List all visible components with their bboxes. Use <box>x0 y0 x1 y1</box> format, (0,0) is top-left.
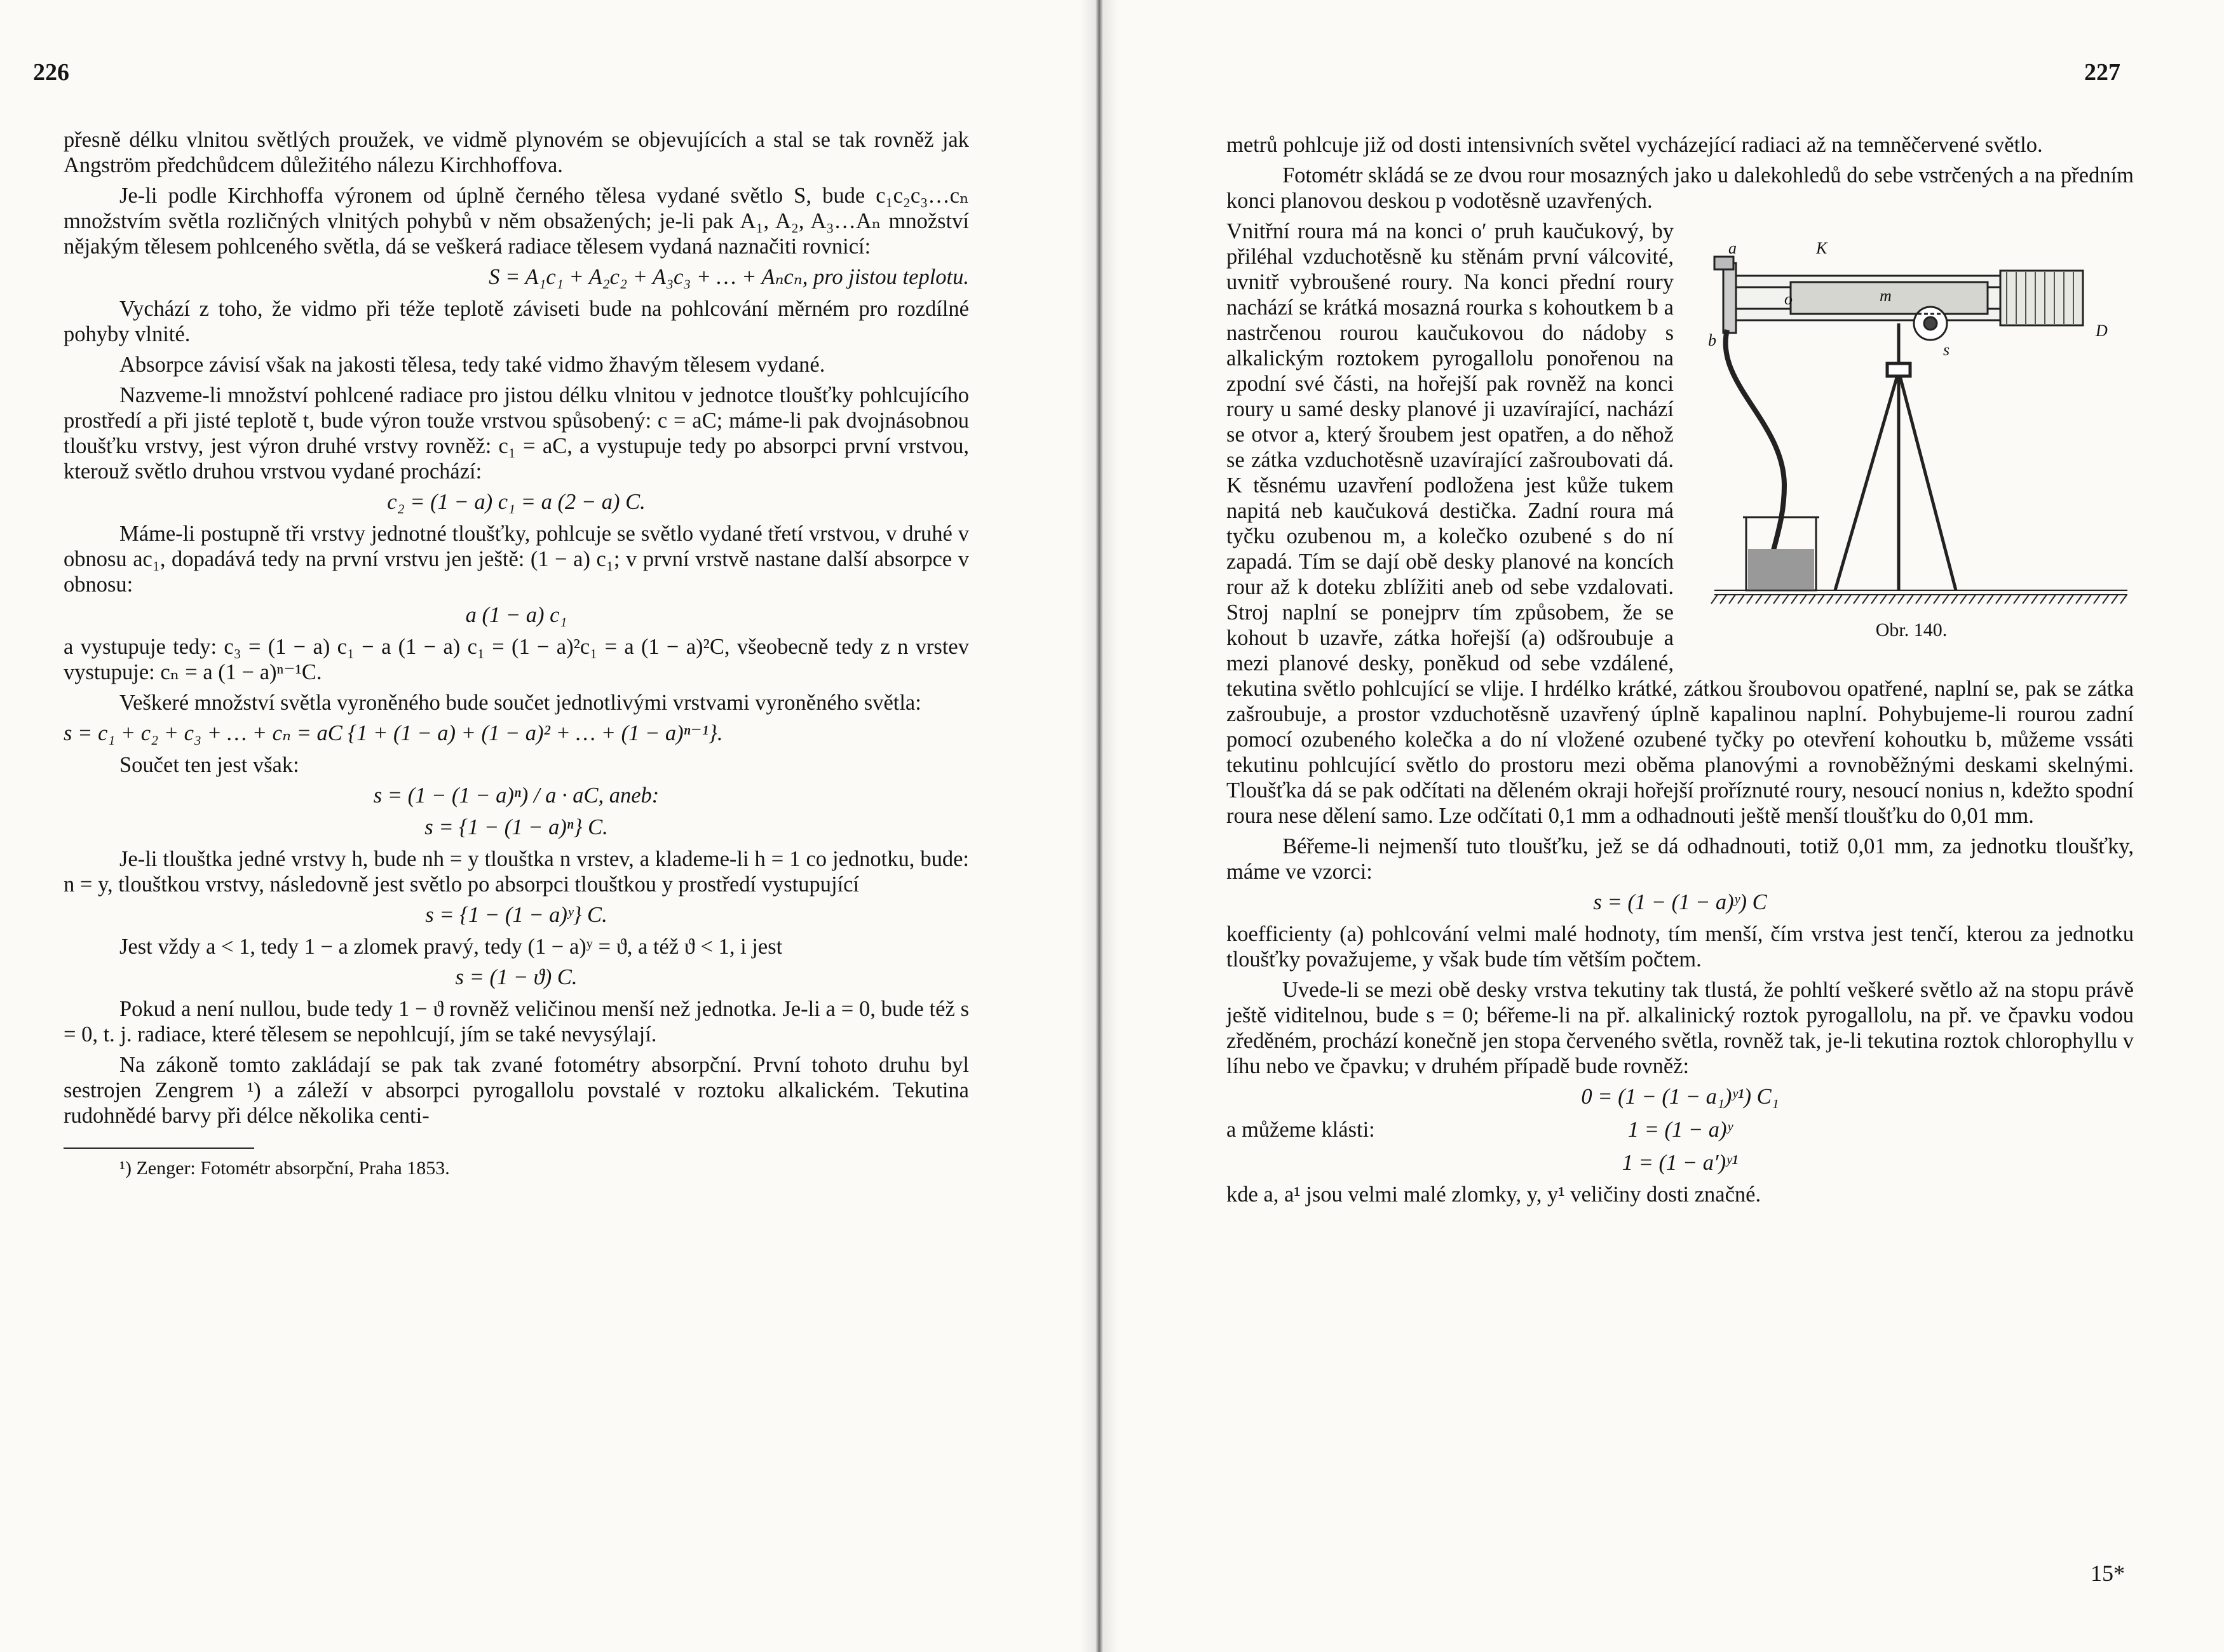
left-equation-4: s = c₁ + c₂ + c₃ + … + cₙ = aC {1 + (1 − a) + (1 − a)² + … + (1 − a)ⁿ⁻¹}. <box>64 721 723 745</box>
left-page-number: 226 <box>33 59 69 86</box>
right-equation-2: 0 = (1 − (1 − a₁)ʸ¹) C₁ <box>1581 1085 1779 1109</box>
fig-label-D: D <box>2096 322 2108 340</box>
right-labeled-equation <box>1226 1114 2134 1145</box>
right-paragraph-5: koefficienty (a) pohlcování velmi malé hodnoty, tím menší, čím vrstva jest tenčí, kterou za jednotku tloušťky považujeme, y však bude tím větším počtem. <box>1226 922 2134 972</box>
left-paragraph-7: a vystupuje tedy: c₃ = (1 − a) c₁ − a (1 − a) c₁ = (1 − a)²c₁ = a (1 − a)²C, všeobecně tedy z n vrstev vystupuje: cₙ = a (1 − a)ⁿ⁻¹C. <box>64 635 969 684</box>
fig-label-m: m <box>1880 287 1892 305</box>
left-paragraph-10: Je-li tlouštka jedné vrstvy h, bude nh = y tlouštka n vrstev, a klademe-li h = 1 co jednotku, bude: n = y, tlouštkou vrstvy, následovně jest světlo po absorpci tlouštkou y prostředí vystupující <box>64 847 969 897</box>
left-paragraph-13: Na zákoně tomto zakládají se pak tak zvané fotométry absorpční. První tohoto druhu byl sestrojen Zengrem ¹) a záleží v absorpci pyrogallolu povstalé v roztoku alkalickém. Tekutina rudohnědé barvy při délce několika centi- <box>64 1053 969 1128</box>
left-equation-1: S = A₁c₁ + A₂c₂ + A₃c₃ + … + Aₙcₙ, pro jistou teplotu. <box>489 265 969 289</box>
figure-caption: Obr. 140. <box>1875 620 1948 640</box>
left-equation-3: a (1 − a) c₁ <box>465 603 567 627</box>
fig-label-b: b <box>1708 331 1716 349</box>
right-equation-block <box>1226 1084 2134 1175</box>
right-page <box>1099 0 2224 1652</box>
fig-label-a: a <box>1728 239 1737 257</box>
photometer-figure <box>1689 219 2134 657</box>
printer-signature: 15* <box>2091 1561 2125 1586</box>
left-equation-2: c₂ = (1 − a) c₁ = a (2 − a) C. <box>387 490 646 514</box>
left-paragraph-9: Součet ten jest však: <box>119 753 299 777</box>
left-paragraph-4: Absorpce závisí však na jakosti tělesa, tedy také vidmo žhavým tělesem vydané. <box>119 353 825 377</box>
left-equation-7: s = {1 − (1 − a)ʸ} C. <box>425 903 607 927</box>
ground-hatching <box>1711 590 2127 604</box>
right-equation-4: 1 = (1 − a′)ʸ¹ <box>1622 1151 1739 1175</box>
fig-label-o: o <box>1784 290 1793 308</box>
right-paragraph-4: Béřeme-li nejmenší tuto tloušťku, jež se dá odhadnouti, totiž 0,01 mm, za jednotku tloušťky, máme ve vzorci: <box>1226 834 2134 884</box>
right-paragraph-6: Uvede-li se mezi obě desky vrstva tekutiny tak tlustá, že pohltí veškeré světlo až na stopu právě ještě viditelnou, bude s = 0; béřeme-li na př. alkalinický roztok pyrogallolu, na př. ve čpavku vodou zředěném, prochází konečně jen stopa červeného světla, rovněž tak, je-li tekutina roztok chlorophyllu v líhu nebo ve čpavku; v druhém případě bude rovněž: <box>1226 978 2134 1078</box>
right-paragraph-3: Vnitřní roura má na konci o′ pruh kaučukový, by přiléhal vzduchotěsně ku stěnám první válcovité, uvnitř vybroušené roury. Na konci přední roury nachází se krátká mosazná rourka s kohoutkem b a nastrčenou rourou kaučukovou do nádoby s alkalickým roztokem pyrogallolu ponořenou na zpodní své části, na hořejší pak rovněž na konci roury u samé desky planové ji uzavírající, nachází se otvor a, který šroubem jest opatřen, a do něhož se zátka vzduchotěsně uzavírající zašroubovati dá. K těsnému uzavření podložena jest kůže tukem napitá neb kaučuková destička. Zadní roura má tyčku ozubenou m, a kolečko ozubené s do ní zapadá. Tím se dají obě desky planové na koncích rour až k doteku zblížiti aneb od sebe vzdalovati. Stroj naplní se ponejprv tím způsobem, že se kohout b uzavře, zátka hořejší (a) odšroubuje a mezi planové desky, poněkud od sebe vzdálené, tekutina světlo pohlcující se vlije. I hrdélko krátké, zátkou šroubovou opatřené, naplní se, pak se zátka zašroubuje, a prostor vzduchotěsně uzavřený úplně kapalinou naplní. Pohybujeme-li rourou zadní pomocí ozubeného kolečka a do ní vložené ozubené tyčky po otevření kohoutku b, můžeme vssáti tekutinu pohlcující světlo do prostoru mezi oběma planovými a rovnoběžnými deskami skelnými. Tloušťka dá se pak odčítati na děleném okraji hořejší proříznuté roury, nesoucí nonius n, kdežto spodní roura nese dělení samo. Lze odčítati 0,1 mm a odhadnouti ještě menší tloušťku do 0,01 mm. <box>1226 219 2134 828</box>
left-text-column <box>64 127 969 1186</box>
left-paragraph-8: Veškeré množství světla vyroněného bude součet jednotlivými vrstvami vyroněného světla: <box>119 691 921 715</box>
footnote-rule <box>64 1148 254 1149</box>
right-paragraph-1: metrů pohlcuje již od dosti intensivních světel vycházející radiaci až na temněčervené světlo. <box>1226 133 2043 157</box>
right-paragraph-7: kde a, a¹ jsou velmi malé zlomky, y, y¹ veličiny dosti značné. <box>1226 1182 1761 1207</box>
left-paragraph-11: Jest vždy a < 1, tedy 1 − a zlomek pravý, tedy (1 − a)ʸ = ϑ, a též ϑ < 1, i jest <box>119 935 783 959</box>
fig-label-s: s <box>1943 341 1950 359</box>
fig-label-K: K <box>1816 239 1827 257</box>
left-paragraph-12: Pokud a není nullou, bude tedy 1 − ϑ rovněž veličinou menší než jednotka. Je-li a = 0, bude též s = 0, t. j. radiace, které tělesem se nepohlcují, jím se také nevysýlají. <box>64 997 969 1046</box>
photometer-illustration <box>1689 219 2134 613</box>
right-equation-1: s = (1 − (1 − a)ʸ) C <box>1593 890 1767 914</box>
left-equation-5: s = (1 − (1 − a)ⁿ) / a · aC, aneb: <box>373 783 660 808</box>
left-page <box>0 0 1099 1652</box>
right-equation-label: a můžeme klásti: <box>1226 1118 1375 1142</box>
left-equation-6: s = {1 − (1 − a)ⁿ} C. <box>424 815 608 839</box>
left-equation-8: s = (1 − ϑ) C. <box>455 965 578 989</box>
right-paragraph-2: Fotométr skládá se ze dvou rour mosazných jako u dalekohledů do sebe vstrčených a na předním konci planovou deskou p vodotěsně uzavřených. <box>1226 163 2134 213</box>
rubber-hose <box>1726 330 1784 574</box>
right-page-number: 227 <box>2084 59 2120 86</box>
left-paragraph-2: Je-li podle Kirchhoffa výronem od úplně černého tělesa vydané světlo S, bude c₁c₂c₃…cₙ množstvím světla rozličných vlnitých pohybů v něm obsažených; je-li pak A₁, A₂, A₃…Aₙ množství nějakým tělesem pohlceného světla, dá se veškerá radiace tělesem vydaná naznačiti rovnicí: <box>64 184 969 259</box>
left-footnote: ¹) Zenger: Fotométr absorpční, Praha 1853. <box>119 1158 450 1179</box>
left-paragraph-5: Nazveme-li množství pohlcené radiace pro jistou délku vlnitou v jednotce tloušťky pohlcujícího prostředí a při jisté teplotě t, bude výron touže vrstvou spůsobený: c = aC; máme-li pak dvojnásobnou tloušťku vrstvy, jest výron druhé vrstvy rovněž: c₁ = aC, a vystupuje tedy po absorpci první vrstvou, kterouž světlo druhou vrstvou vydané prochází: <box>64 383 969 484</box>
left-paragraph-6: Máme-li postupně tři vrstvy jednotné tloušťky, pohlcuje se světlo vydané třetí vrstvou, v druhé v obnosu ac₁, dopadává tedy na první vrstvu jen ještě: (1 − a) c₁; v první vrstvě nastane další absorpce v obnosu: <box>64 522 969 597</box>
left-paragraph-1: přesně délku vlnitou světlých proužek, ve vidmě plynovém se objevujících a stal se tak rovněž jak Angström předchůdcem důležitého nálezu Kirchhoffova. <box>64 128 969 177</box>
tripod-stand <box>1835 323 1956 590</box>
left-paragraph-3: Vychází z toho, že vidmo při téže teplotě záviseti bude na pohlcování měrném pro rozdílné pohyby vlnité. <box>64 297 969 346</box>
right-text-column <box>1226 132 2134 1212</box>
right-equation-3: 1 = (1 − a)ʸ <box>1627 1118 1733 1142</box>
